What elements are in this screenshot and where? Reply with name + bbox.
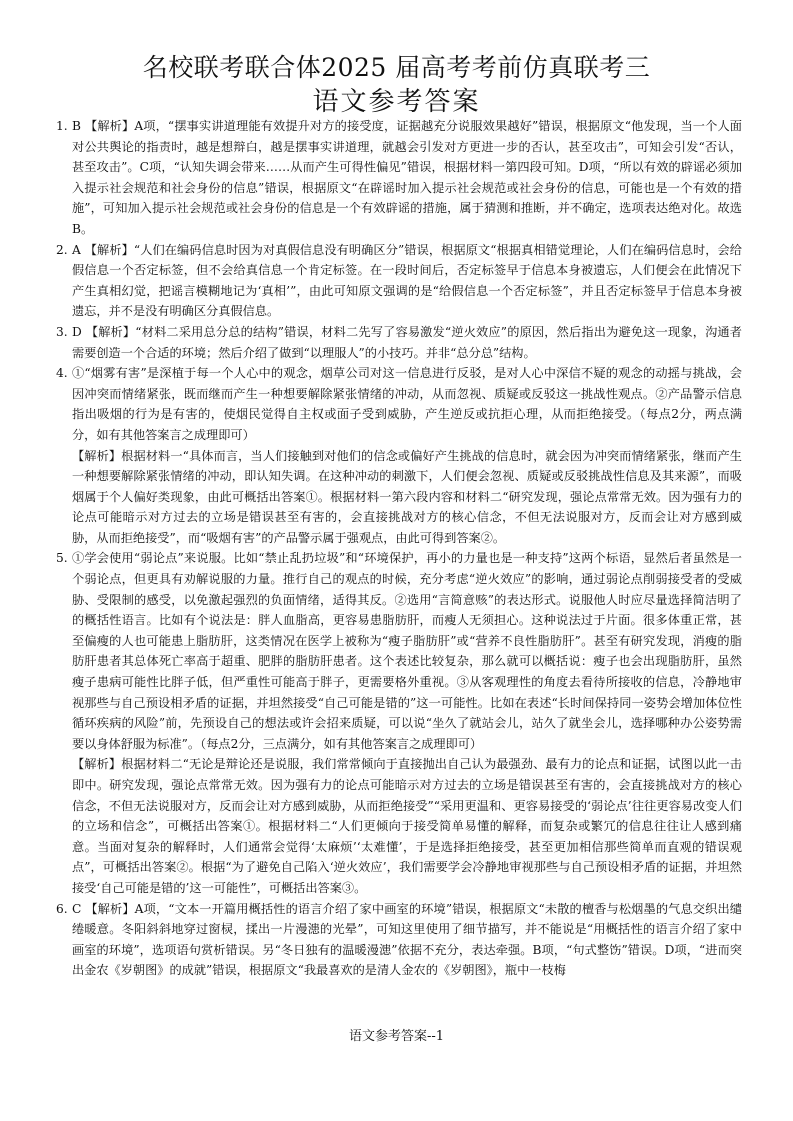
answer-text: B 【解析】A项，“摆事实讲道理能有效提升对方的接受度，证据越充分说服效果越好”错误，根据原文“他发现，当一个人面对公共舆论的指责时，越是想辩白，越是摆事实讲道理，就越会引发对方更进一步的否认，甚至攻击”，可知会引发“否认，甚至攻击”。C项，“认知失调会带来……从而产生可得性偏见”错误，根据材料一第四段可知。D项，“所以有效的辟谣必须加入提示社会规范和社会身份的信息”错误，根据原文“在辟谣时加入提示社会规范或社会身份的信息，可能也是一个有效的措施”，可知加入提示社会规范或社会身份的信息是一个有效辟谣的措施，属于猜测和推断，并不确定，选项表达绝对化。故选B。 [72, 119, 742, 236]
answer-number: 4. [56, 366, 68, 381]
answer-number: 3. [56, 324, 68, 339]
answer-number: 6. [56, 901, 68, 916]
answer-list [56, 116, 742, 981]
answer-analysis: 【解析】根据材料二“无论是辩论还是说服，我们常常倾向于直接抛出自己认为最强劲、最有力的论点和证据，试图以此一击即中。研究发现，强论点常常无效。因为强有力的论点可能暗示对方过去的立场是错误甚至有害的，会直接挑战对方的核心信念，不但无法说服对方，反而会让对方感到威胁，从而拒绝接受”“采用更温和、更容易接受的‘弱论点’往往更容易改变人们的立场和信念”，可概括出答案①。根据材料二“人们更倾向于接受简单易懂的解释，而复杂或繁冗的信息往往让人感到痛意。当面对复杂的解释时，人们通常会觉得‘太麻烦’‘太难懂’，于是选择拒绝接受，甚至更加相信那些简单而直观的错误观点”，可概括出答案②。根据“为了避免自己陷入‘逆火效应’，我们需要学会冷静地审视那些与自己预设相矛盾的证据，并坦然接受‘自己可能是错的’这一可能性”，可概括出答案③。 [72, 757, 742, 895]
answer-item-5 [56, 548, 742, 898]
answer-number: 5. [56, 551, 68, 566]
document-subtitle: 语文参考答案 [312, 87, 481, 117]
page-footer: 语文参考答案--1 [348, 1029, 445, 1044]
answer-text: D 【解析】“材料二采用总分总的结构”错误，材料二先写了容易激发“逆火效应”的原因，然后指出为避免这一现象，沟通者需要创造一个合适的环境；然后介绍了做到“以理服人”的小技巧。并非“总分总”结构。 [72, 324, 742, 360]
answer-item-1 [56, 116, 742, 240]
answer-text: A 【解析】“人们在编码信息时因为对真假信息没有明确区分”错误，根据原文“根据真相错觉理论，人们在编码信息时，会给假信息一个否定标签，但不会给真信息一个肯定标签。在一段时间后，否定标签早于信息本身被遗忘，人们便会在此情况下产生真相幻觉，把谣言模糊地记为‘真相’”，由此可知原文强调的是“给假信息一个否定标签”，并且否定标签早于信息本身被遗忘，并不是没有明确区分真假信息。 [72, 242, 742, 319]
answer-item-2 [56, 240, 742, 322]
answer-text: C 【解析】A项，“文本一开篇用概括性的语言介绍了家中画室的环境”错误，根据原文“未散的檀香与松烟墨的气息交织出缱绻暖意。冬阳斜斜地穿过窗棂，揉出一片漫漶的光晕”，可知这里使用了细节描写，并不能说是“用概括性的语言介绍了家中画室的环境”，选项语句赏析错误。另“冬日独有的温暖漫漶”依据不充分，表达牵强。B项，“句式整饬”错误。D项，“进而突出金农《岁朝图》的成就”错误，根据原文“我最喜欢的是清人金农的《岁朝图》，瓶中一枝梅 [72, 901, 742, 978]
answer-item-6 [56, 899, 742, 981]
answer-item-4 [56, 363, 742, 548]
answer-item-3 [56, 322, 742, 363]
answer-text: ①学会使用“弱论点”来说服。比如“禁止乱扔垃圾”和“环境保护，再小的力量也是一种支持”这两个标语，显然后者虽然是一个弱论点，但更具有劝解说服的力量。推行自己的观点的时候，充分考虑“逆火效应”的影响，通过弱论点削弱接受者的受威胁、受限制的感受，以免激起强烈的负面情绪，适得其反。②选用“言简意赅”的表达形式。说服他人时应尽量选择简洁明了的概括性语言。比如有个说法是：胖人血脂高，更容易患脂肪肝，而瘦人无须担心。这种说法过于片面。很多体重正常，甚至偏瘦的人也可能患上脂肪肝，这类情况在医学上被称为“瘦子脂肪肝”或“营养不良性脂肪肝”。甚至有研究发现，消瘦的脂肪肝患者其总体死亡率高于超重、肥胖的脂肪肝患者。这个表述比较复杂，那么就可以概括说：瘦子也会出现脂肪肝，虽然瘦子患病可能性比胖子低，但严重性可能高于胖子，更需要格外重视。③从客观理性的角度去看待所接收的信息，冷静地审视那些与自己预设相矛盾的证据，并坦然接受“自己可能是错的”这一可能性。比如在表述“长时间保持同一姿势会增加体位性循环疾病的风险”前，先预设自己的想法或许会招来质疑，可以说“坐久了就站会儿，站久了就坐会儿，选择哪种办公姿势需要以身体舒服为标准”。（每点2分，三点满分，如有其他答案言之成理即可） [72, 551, 742, 751]
answer-number: 2. [56, 242, 68, 257]
answer-text: ①“烟雾有害”是深植于每一个人心中的观念，烟草公司对这一信息进行反驳，是对人心中深信不疑的观念的动摇与挑战，会因冲突而情绪紧张，既而继而产生一种想要解除紧张情绪的冲动，从而忽视、质疑或反驳这一挑战性观点。②产品警示信息指出吸烟的行为是有害的，使烟民觉得自主权或面子受到威胁，产生逆反或抗拒心理，从而拒绝接受。（每点2分，两点满分，如有其他答案言之成理即可） [72, 366, 742, 442]
document-title: 名校联考联合体2025 届高考考前仿真联考三 [142, 53, 651, 82]
answer-analysis: 【解析】根据材料一“具体而言，当人们接触到对他们的信念或偏好产生挑战的信息时，就会因为冲突而情绪紧张，继而产生一种想要解除紧张情绪的冲动，即认知失调。在这种冲动的刺激下，人们便会忽视、质疑或反驳挑战性信息及其来源”，而吸烟属于个人偏好类现象，由此可概括出答案①。根据材料一第六段内容和材料二“研究发现，强论点常常无效。因为强有力的论点可能暗示对方过去的立场是错误甚至有害的，会直接挑战对方的核心信念，不但无法说服对方，反而会让对方感到威胁，从而拒绝接受”，而“吸烟有害”的产品警示属于强观点，由此可得到答案②。 [72, 448, 742, 545]
answer-number: 1. [56, 119, 68, 133]
